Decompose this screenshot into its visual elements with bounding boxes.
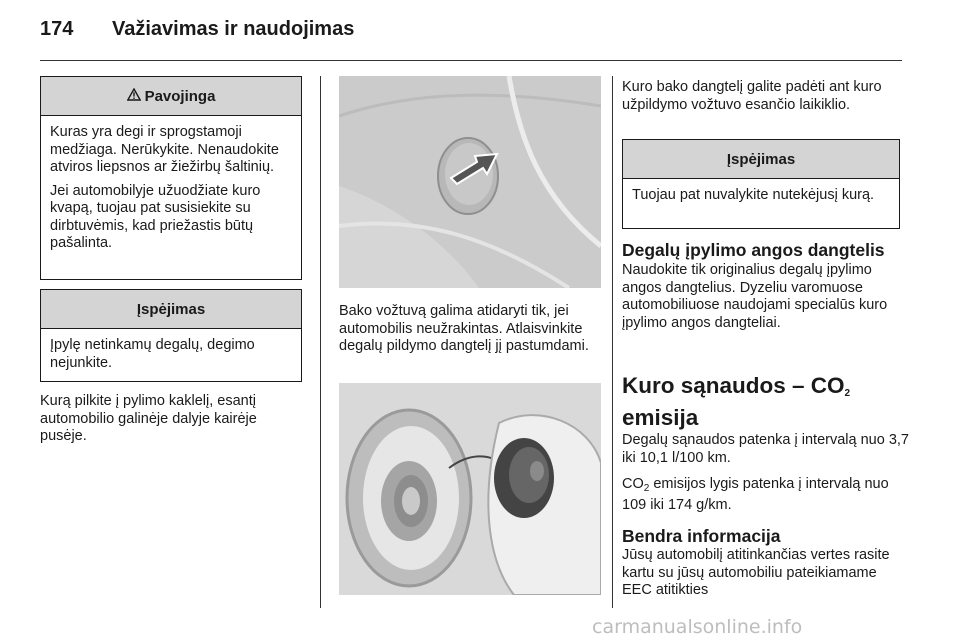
header-rule (40, 60, 902, 61)
co2-text (622, 474, 910, 516)
page-title: Važiavimas ir naudojimas (112, 18, 355, 40)
cap-holder-paragraph: Kuro bako dangtelį galite padėti ant kuro užpildymo vožtuvo esančio laikiklio. (622, 79, 882, 113)
warning-box-body: Įpylę netinkamų degalų, degimo nejunkite. (50, 337, 255, 371)
column-divider-right (612, 76, 613, 608)
general-info-paragraph: Jūsų automobilį atitinkančias vertes rasite kartu su jūsų automobiliu pateikiamame EEC atitikties (622, 547, 890, 598)
fuel-flap-illustration (339, 76, 601, 288)
fuel-cap-illustration (339, 383, 601, 595)
danger-paragraph-1: Kuras yra degi ir sprogstamoji medžiaga. Nerūkykite. Nenaudokite atviros liepsnos ar žiežirbų šaltinių. (50, 124, 279, 175)
danger-paragraph-2: Jei automobilyje užuodžiate kuro kvapą, tuojau pat susisiekite su dirbtuvėmis, kad priežastis būtų pašalinta. (50, 182, 261, 251)
co2-range-text: emisijos lygis patenka į intervalą nuo 109 iki 174 g/km. (622, 476, 889, 513)
danger-box-body (41, 116, 301, 260)
fuel-cap-paragraph: Naudokite tik originalius degalų įpylimo angos dangtelius. Dyzeliu varomuose automobiliuose naudojami specialūs kuro įpylimo angos dangteliai. (622, 262, 888, 331)
fuel-neck-paragraph: Kurą pilkite į pylimo kaklelį, esantį automobilio galinėje dalyje kairėje pusėje. (40, 393, 257, 444)
fuel-consumption-heading-text: Kuro sąnaudos – CO (622, 373, 845, 398)
watermark: carmanualsonline.info (592, 616, 803, 638)
warning-triangle-icon (127, 88, 141, 105)
general-info-text (622, 547, 907, 600)
fuel-neck-text (40, 393, 302, 446)
warning-box-fuel (40, 289, 302, 382)
co2-label: CO (622, 476, 644, 492)
spill-warning-title: Įspėjimas (726, 150, 796, 168)
danger-box-header (41, 77, 301, 116)
warning-box-title: Įspėjimas (136, 300, 206, 318)
danger-box-title: Pavojinga (144, 87, 216, 105)
co2-paragraph (622, 474, 910, 516)
fuel-consumption-heading (622, 370, 912, 434)
emission-heading-text: emisija (622, 405, 699, 430)
cap-holder-text (622, 79, 907, 114)
fuel-cap-text (622, 262, 902, 332)
column-divider-left (320, 76, 321, 608)
warning-box-spill (622, 139, 900, 229)
page-number: 174 (40, 18, 74, 40)
fuel-cap-heading: Degalų įpylimo angos dangtelis (622, 240, 885, 260)
co2-paragraph-subscript: 2 (643, 483, 650, 494)
co2-subscript: 2 (844, 388, 851, 399)
fuel-flap-caption-text: Bako vožtuvą galima atidaryti tik, jei automobilis neužrakintas. Atlaisvinkite degalų pildymo dangtelį jį pastumdami. (339, 303, 589, 354)
consumption-paragraph: Degalų sąnaudos patenka į intervalą nuo 3,7 iki 10,1 l/100 km. (622, 432, 909, 466)
spill-warning-header (623, 140, 899, 179)
spill-warning-body: Tuojau pat nuvalykite nutekėjusį kurą. (632, 187, 875, 203)
fuel-flap-caption (339, 303, 605, 356)
danger-box (40, 76, 302, 280)
general-info-heading: Bendra informacija (622, 526, 781, 546)
warning-box-header (41, 290, 301, 329)
consumption-text (622, 432, 910, 467)
